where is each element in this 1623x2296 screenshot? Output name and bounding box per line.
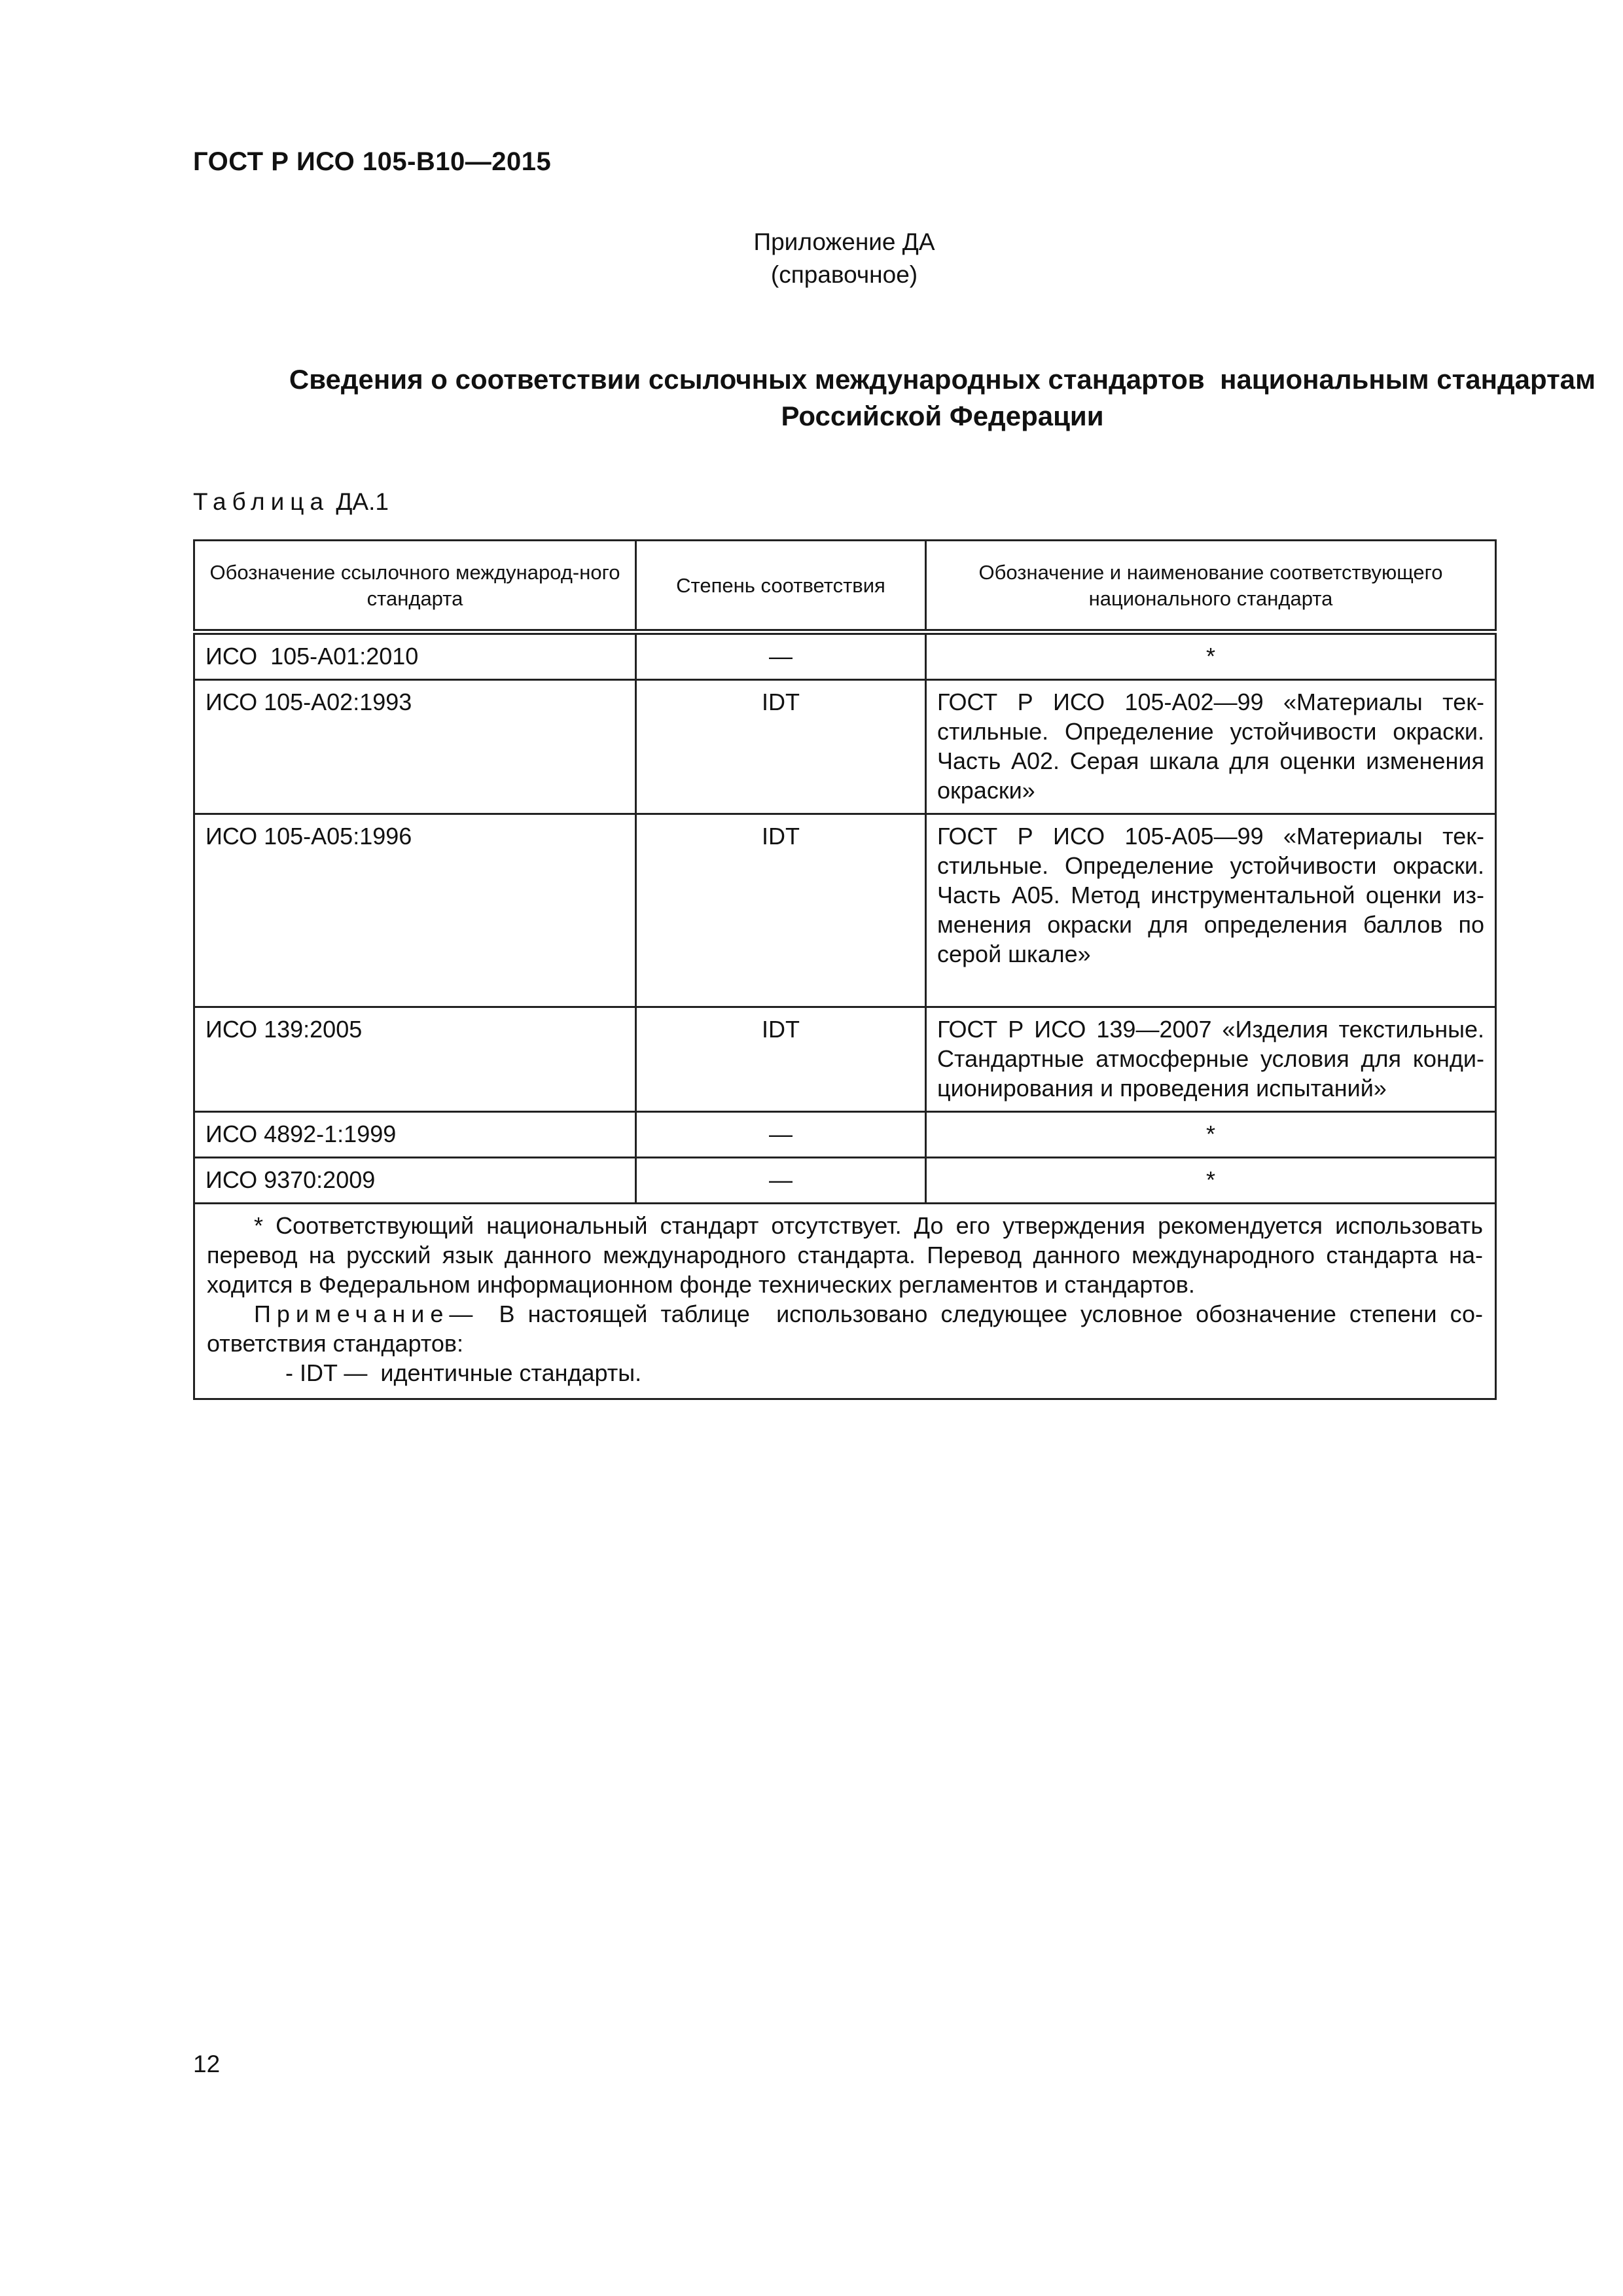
table-caption-number: ДА.1	[329, 488, 389, 515]
table-footer-row	[194, 1204, 1496, 1399]
cell-national: *	[926, 632, 1496, 680]
cell-ref: ИСО 9370:2009	[194, 1158, 636, 1204]
standards-table	[193, 539, 1497, 1400]
cell-degree: —	[636, 632, 926, 680]
table-row	[194, 632, 1496, 680]
note-idt-line: - IDT — идентичные стандарты.	[285, 1359, 642, 1386]
cell-ref: ИСО 139:2005	[194, 1007, 636, 1112]
section-title-line-1: Сведения о соответствии ссылочных международных стандартов национальным стандартам	[289, 364, 1596, 395]
note-text: — В настоящей таблице использовано следующее условное обозначение степени со-ответствия стандартов:	[207, 1300, 1483, 1357]
cell-degree: IDT	[636, 680, 926, 814]
cell-ref: ИСО 4892-1:1999	[194, 1112, 636, 1158]
cell-ref: ИСО 105-А01:2010	[194, 632, 636, 680]
note-label: Примечание	[254, 1300, 450, 1327]
table-note	[207, 1299, 1483, 1358]
table-caption	[193, 488, 389, 516]
appendix-subtitle: (справочное)	[770, 261, 918, 288]
table-row	[194, 680, 1496, 814]
table-caption-word: Таблица	[193, 488, 330, 515]
section-title	[193, 361, 1623, 435]
cell-degree: —	[636, 1112, 926, 1158]
cell-national: *	[926, 1112, 1496, 1158]
section-title-line-2: Российской Федерации	[781, 401, 1104, 431]
cell-degree: IDT	[636, 814, 926, 1007]
table-footnote-cell	[194, 1204, 1496, 1399]
cell-degree: IDT	[636, 1007, 926, 1112]
header-national-standard: Обозначение и наименование соответствующего национального стандарта	[926, 541, 1496, 632]
cell-national: ГОСТ Р ИСО 105-А05—99 «Материалы тек-стильные. Определение устойчивости окраски. Часть А05. Метод инструментальной оценки из-менения окраски для определения баллов по серой шкале»	[926, 814, 1496, 1007]
table-row	[194, 1158, 1496, 1204]
appendix-title: Приложение ДА	[753, 228, 935, 255]
cell-degree: —	[636, 1158, 926, 1204]
appendix-heading	[0, 226, 1623, 291]
page-number: 12	[193, 2051, 221, 2077]
document-code: ГОСТ Р ИСО 105-В10—2015	[193, 147, 552, 176]
header-degree: Степень соответствия	[636, 541, 926, 632]
table-header-row	[194, 541, 1496, 632]
cell-national: ГОСТ Р ИСО 139—2007 «Изделия текстильные. Стандартные атмосферные условия для конди-ционирования и проведения испытаний»	[926, 1007, 1496, 1112]
cell-ref: ИСО 105-А05:1996	[194, 814, 636, 1007]
cell-national: ГОСТ Р ИСО 105-А02—99 «Материалы тек-стильные. Определение устойчивости окраски. Часть А02. Серая шкала для оценки изменения окраски»	[926, 680, 1496, 814]
table-row	[194, 1112, 1496, 1158]
table-row	[194, 1007, 1496, 1112]
table-footnote: * Соответствующий национальный стандарт отсутствует. До его утверждения рекомендуется использовать перевод на русский язык данного международного стандарта. Перевод данного международного стандарта на-ходится в Федеральном информационном фонде технических регламентов и стандартов.	[207, 1212, 1483, 1298]
header-ref-standard: Обозначение ссылочного международ-ного стандарта	[194, 541, 636, 632]
cell-ref: ИСО 105-А02:1993	[194, 680, 636, 814]
table-row	[194, 814, 1496, 1007]
cell-national: *	[926, 1158, 1496, 1204]
